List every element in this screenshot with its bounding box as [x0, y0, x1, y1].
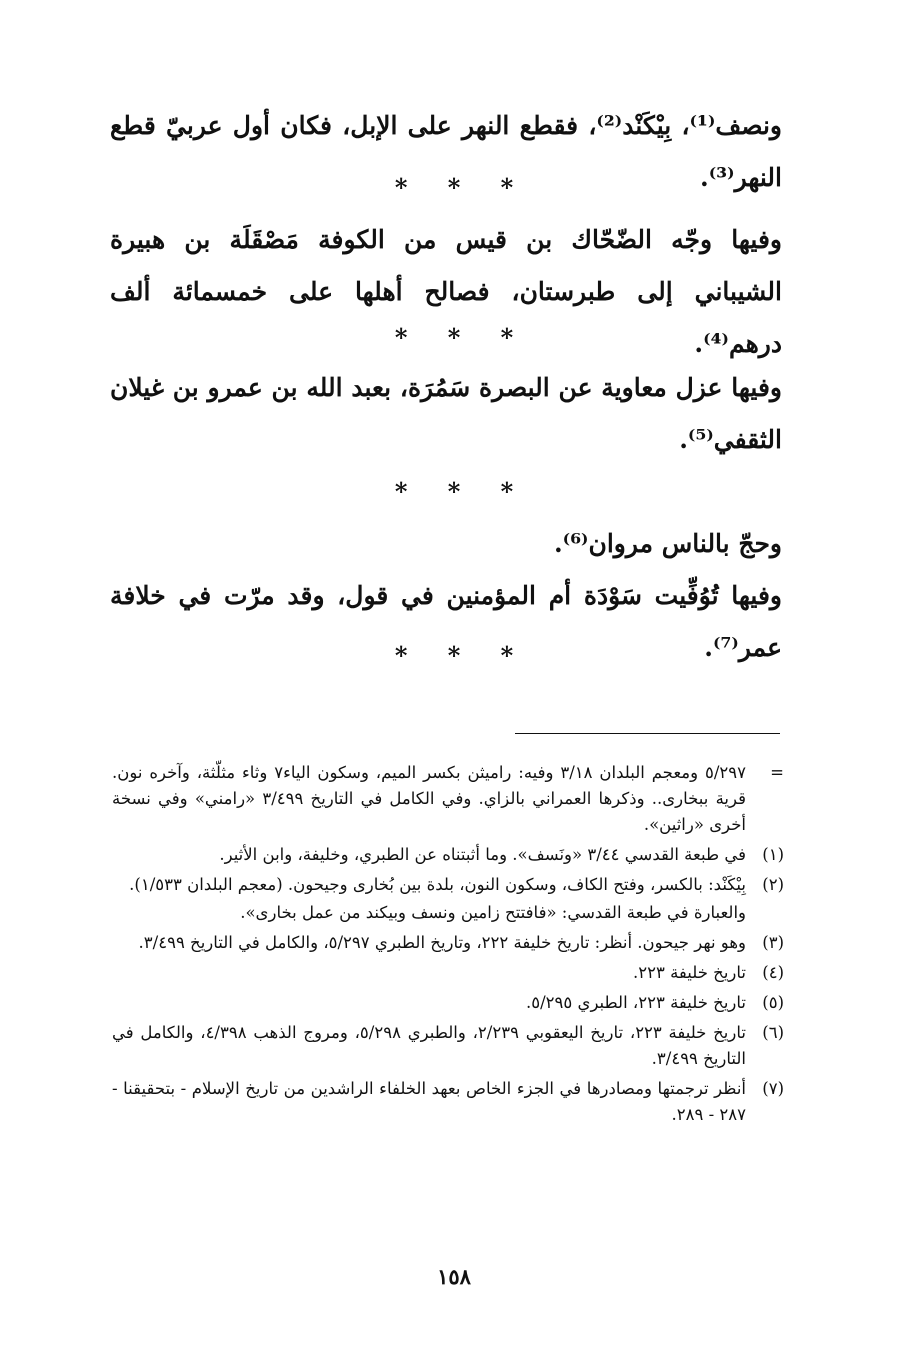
footnote-2 [112, 872, 784, 926]
footnote-text [112, 872, 746, 926]
paragraph-5: وفيها تُوُفِّيت سَوْدَة أم المؤمنين في قول، وقد مرّت في خلافة عمر⁽⁷⁾. [110, 581, 782, 662]
footnote-text: أنظر ترجمتها ومصادرها في الجزء الخاص بعهد الخلفاء الراشدين من تاريخ الإسلام - بتحقيقنا - ٢٨٧ - ٢٨٩. [112, 1079, 746, 1124]
page-number: ١٥٨ [437, 1264, 471, 1289]
paragraph-2: وفيها وجّه الضّحّاك بن قيس من الكوفة مَصْقَلَة بن هبيرة الشيباني إلى طبرستان، فصالح أهلها على خمسمائة ألف درهم⁽⁴⁾. [110, 225, 782, 358]
footnote-6 [112, 1020, 784, 1072]
footnote-3 [112, 930, 784, 956]
footnote-continuation [112, 760, 784, 838]
footnote-4 [112, 960, 784, 986]
footnote-text: تاريخ خليفة ٢٢٣، تاريخ اليعقوبي ٢/٢٣٩، والطبري ٥/٢٩٨، ومروج الذهب ٤/٣٩٨، والكامل في التاريخ ٣/٤٩٩. [112, 1023, 746, 1068]
footnote-7 [112, 1076, 784, 1128]
footnote-marker: = [770, 763, 784, 782]
footnote-5 [112, 990, 784, 1016]
footnote-marker: (١) [762, 845, 784, 864]
footnote-text: في طبعة القدسي ٣/٤٤ «ونَسف». وما أثبتناه عن الطبري، وخليفة، وابن الأثير. [219, 845, 746, 864]
footnote-2-text: بِيْكَنْد: بالكسر، وفتح الكاف، وسكون النون، بلدة بين بُخارى وجيحون. (معجم البلدان ١/٥٣٣). [129, 875, 746, 894]
footnote-1 [112, 842, 784, 868]
footnote-marker: (٦) [762, 1023, 784, 1042]
section-separator: * * * [394, 641, 530, 670]
footnote-marker: (٥) [762, 993, 784, 1012]
main-text-block [110, 362, 782, 466]
footnote-2-continuation: والعبارة في طبعة القدسي: «فافتتح زامين ونسف وبيكند من عمل بخارى». [240, 903, 746, 922]
footnote-marker: (٢) [762, 875, 784, 894]
paragraph-3: وفيها عزل معاوية عن البصرة سَمُرَة، بعبد الله بن عمرو بن غيلان الثقفي⁽⁵⁾. [110, 373, 782, 454]
paragraph-1: ونصف⁽¹⁾، بِيْكَنْد⁽²⁾، فقطع النهر على الإبل، فكان أول عربيّ قطع النهر⁽³⁾. [110, 111, 782, 192]
paragraph-4: وحجّ بالناس مروان⁽⁶⁾. [553, 529, 782, 558]
footnote-text: وهو نهر جيحون. أنظر: تاريخ خليفة ٢٢٢، وتاريخ الطبري ٥/٢٩٧، والكامل في التاريخ ٣/٤٩٩. [138, 933, 746, 952]
footnote-text: تاريخ خليفة ٢٢٣، الطبري ٥/٢٩٥. [526, 993, 746, 1012]
section-separator: * * * [394, 323, 530, 352]
footnote-divider [515, 733, 780, 734]
footnotes [112, 760, 784, 1132]
footnote-marker: (٣) [762, 933, 784, 952]
footnote-text: ٥/٢٩٧ ومعجم البلدان ٣/١٨ وفيه: راميثن بكسر الميم، وسكون الياء٧ وثاء مثلّثة، وآخره نون. قرية ببخارى.. وذكرها العمراني بالزاي. وفي الكامل في التاريخ ٣/٤٩٩ «رامني» وفي نسخة أخرى «راثين». [112, 763, 746, 834]
footnote-text: تاريخ خليفة ٢٢٣. [633, 963, 746, 982]
section-separator: * * * [394, 477, 530, 506]
footnote-marker: (٤) [762, 963, 784, 982]
section-separator: * * * [394, 173, 530, 202]
footnote-marker: (٧) [762, 1079, 784, 1098]
